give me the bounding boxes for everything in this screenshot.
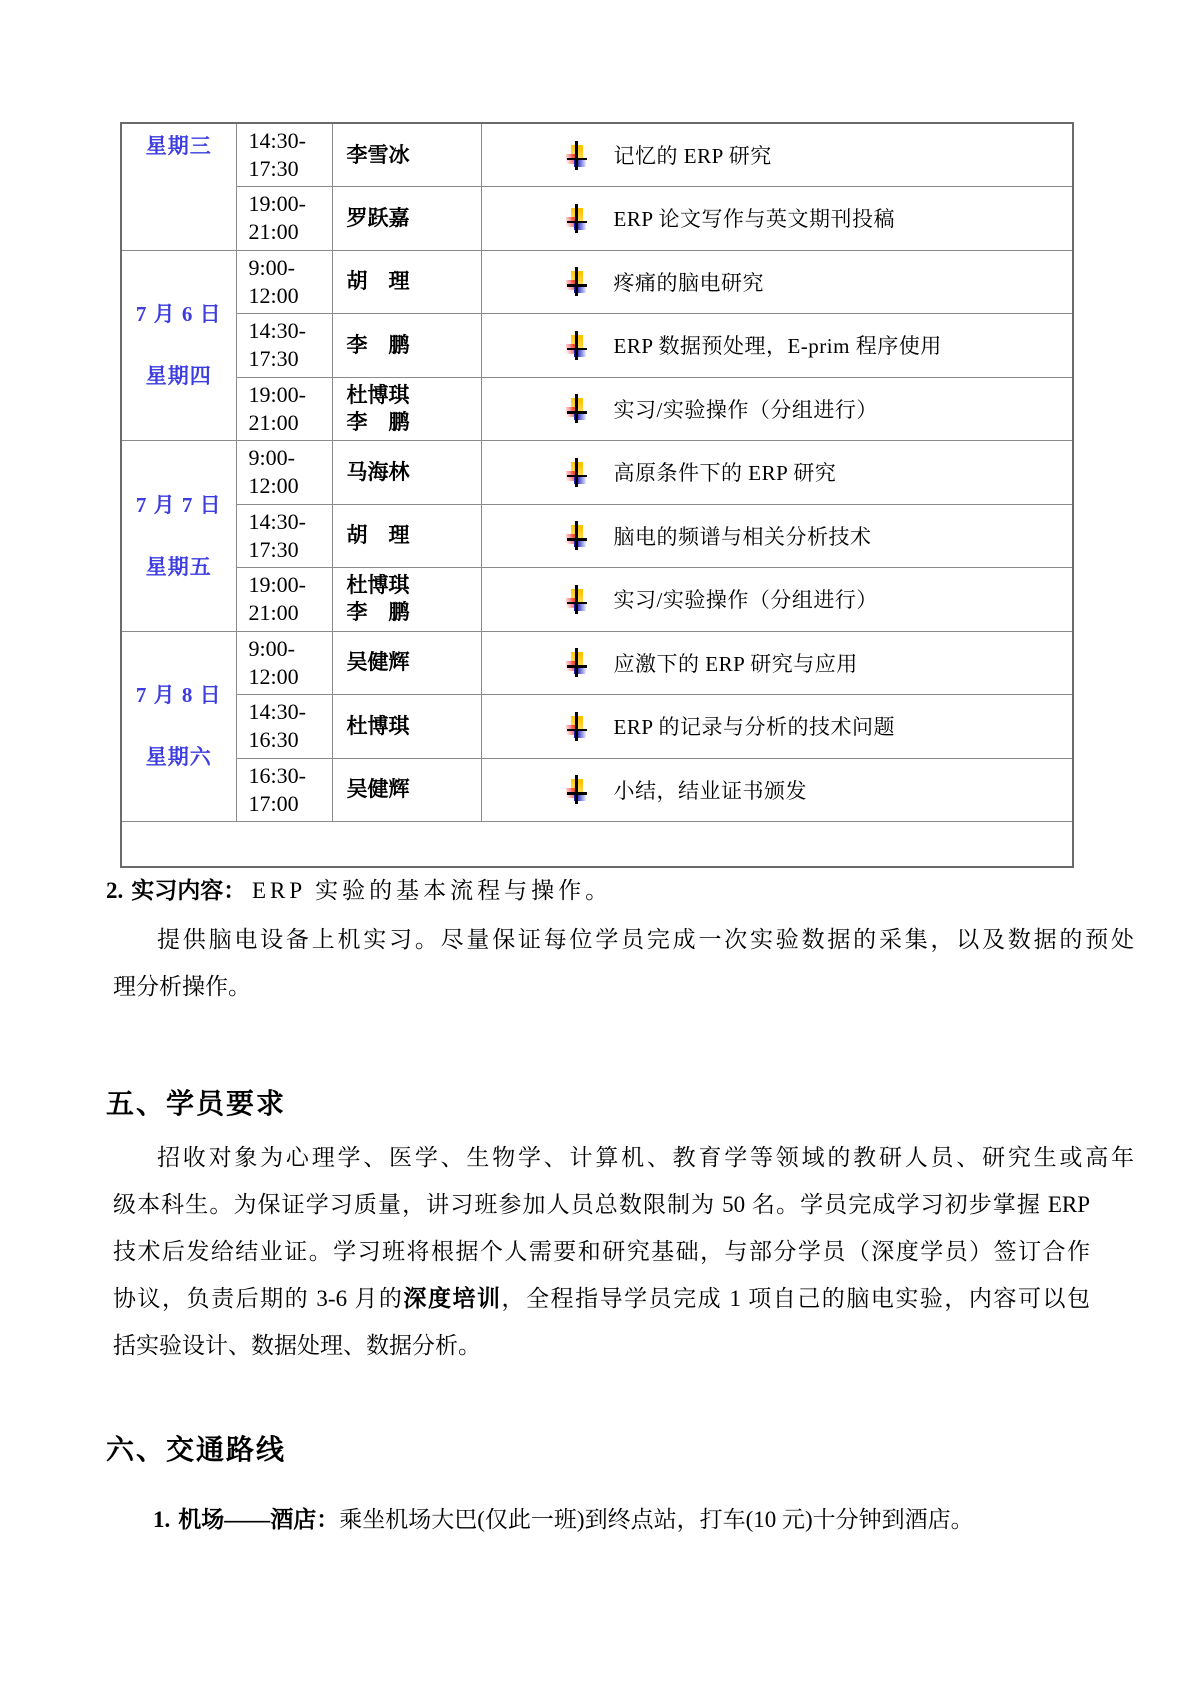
topic-cell bbox=[481, 123, 1073, 187]
speaker-name: 吴健辉 bbox=[346, 777, 410, 802]
speaker-cell bbox=[332, 187, 481, 251]
body-paragraph-line: 提供脑电设备上机实习。尽量保证每位学员完成一次实验数据的采集，以及数据的预处 bbox=[157, 927, 1134, 952]
time-line: 16:30 bbox=[248, 727, 299, 753]
cross-bullet-icon bbox=[567, 648, 587, 677]
body-paragraph-line: 级本科生。为保证学习质量，讲习班参加人员总数限制为 50 名。学员完成学习初步掌握 ERP bbox=[113, 1192, 1090, 1217]
speaker-name: 吴健辉 bbox=[346, 650, 410, 675]
day-line: 7 月 8 日 bbox=[135, 683, 222, 708]
speaker-name: 胡 理 bbox=[346, 269, 410, 294]
speaker-name: 胡 理 bbox=[346, 523, 410, 548]
cross-bullet-icon bbox=[567, 775, 587, 804]
time-line: 19:00- bbox=[248, 191, 306, 217]
table-row bbox=[121, 377, 1073, 441]
item-label: 实习内容： bbox=[131, 878, 247, 903]
speaker-name: 李 鹏 bbox=[346, 332, 410, 357]
cross-bullet-icon bbox=[567, 458, 587, 487]
topic-text: 实习/实验操作（分组进行） bbox=[613, 588, 878, 613]
topic-text: ERP 的记录与分析的技术问题 bbox=[613, 715, 895, 740]
cross-bullet-icon bbox=[567, 394, 587, 423]
body-paragraph-line: 括实验设计、数据处理、数据分析。 bbox=[113, 1333, 481, 1358]
speaker-name: 罗跃嘉 bbox=[346, 205, 410, 230]
body-paragraph-line: 技术后发给结业证。学习班将根据个人需要和研究基础，与部分学员（深度学员）签订合作 bbox=[113, 1239, 1090, 1264]
speaker-cell bbox=[332, 695, 481, 759]
practice-item-line bbox=[106, 876, 612, 906]
topic-text: 高原条件下的 ERP 研究 bbox=[613, 461, 837, 486]
topic-cell bbox=[481, 504, 1073, 568]
time-line: 9:00- bbox=[248, 445, 295, 471]
time-cell bbox=[236, 187, 332, 251]
speaker-cell bbox=[332, 758, 481, 822]
speaker-cell bbox=[332, 250, 481, 314]
paragraph-segment-bold: 深度培训 bbox=[403, 1286, 502, 1311]
item-number: 2. bbox=[106, 878, 124, 903]
time-line: 19:00- bbox=[248, 572, 306, 598]
day-cell bbox=[121, 123, 236, 250]
table-row bbox=[121, 250, 1073, 314]
table-row bbox=[121, 695, 1073, 759]
time-line: 9:00- bbox=[248, 635, 295, 661]
topic-cell bbox=[481, 187, 1073, 251]
time-line: 21:00 bbox=[248, 219, 299, 245]
time-cell bbox=[236, 250, 332, 314]
time-line: 21:00 bbox=[248, 409, 299, 435]
day-line: 7 月 7 日 bbox=[135, 492, 222, 517]
speaker-cell bbox=[332, 377, 481, 441]
transport-item-line bbox=[153, 1505, 974, 1535]
table-row bbox=[121, 568, 1073, 632]
topic-text: 脑电的频谱与相关分析技术 bbox=[613, 524, 872, 549]
speaker-name: 李雪冰 bbox=[346, 142, 410, 167]
body-paragraph-line bbox=[113, 1284, 1090, 1314]
time-line: 14:30- bbox=[248, 508, 306, 534]
time-line: 19:00- bbox=[248, 381, 306, 407]
time-line: 16:30- bbox=[248, 762, 306, 788]
time-cell bbox=[236, 314, 332, 378]
day-line: 星期五 bbox=[145, 554, 212, 579]
time-line: 12:00 bbox=[248, 473, 299, 499]
cross-bullet-icon bbox=[567, 331, 587, 360]
time-line: 17:00 bbox=[248, 790, 299, 816]
time-line: 14:30- bbox=[248, 318, 306, 344]
day-line: 星期六 bbox=[145, 745, 212, 770]
time-line: 14:30- bbox=[248, 128, 306, 153]
topic-cell bbox=[481, 314, 1073, 378]
schedule-table bbox=[120, 122, 1074, 868]
cross-bullet-icon bbox=[567, 585, 587, 614]
item-label: 机场——酒店： bbox=[178, 1507, 340, 1532]
time-line: 9:00- bbox=[248, 254, 295, 280]
paragraph-segment: ，全程指导学员完成 1 项自己的脑电实验，内容可以包 bbox=[501, 1286, 1091, 1311]
paragraph-segment: 协议，负责后期的 3-6 月的 bbox=[113, 1286, 404, 1311]
table-row bbox=[121, 631, 1073, 695]
table-row bbox=[121, 314, 1073, 378]
body-paragraph-line: 招收对象为心理学、医学、生物学、计算机、教育学等领域的教研人员、研究生或高年 bbox=[157, 1145, 1134, 1170]
time-cell bbox=[236, 758, 332, 822]
topic-text: 实习/实验操作（分组进行） bbox=[613, 397, 878, 422]
cross-bullet-icon bbox=[567, 712, 587, 741]
speaker-cell bbox=[332, 504, 481, 568]
topic-cell bbox=[481, 250, 1073, 314]
time-line: 14:30- bbox=[248, 699, 306, 725]
speaker-name: 李 鹏 bbox=[346, 409, 410, 434]
time-line: 17:30 bbox=[248, 156, 299, 181]
time-cell bbox=[236, 631, 332, 695]
topic-cell bbox=[481, 631, 1073, 695]
day-line: 7 月 6 日 bbox=[135, 302, 222, 327]
schedule-table-container bbox=[120, 122, 1074, 868]
topic-text: ERP 数据预处理，E-prim 程序使用 bbox=[613, 334, 942, 359]
time-cell bbox=[236, 377, 332, 441]
time-line: 12:00 bbox=[248, 282, 299, 308]
time-cell bbox=[236, 695, 332, 759]
topic-text: 疼痛的脑电研究 bbox=[613, 270, 764, 295]
speaker-cell bbox=[332, 568, 481, 632]
speaker-name: 马海林 bbox=[346, 459, 410, 484]
section-heading-members: 五、学员要求 bbox=[106, 1089, 287, 1120]
day-cell bbox=[121, 250, 236, 441]
section-heading-transport: 六、交通路线 bbox=[106, 1435, 287, 1466]
speaker-name: 李 鹏 bbox=[346, 600, 410, 625]
topic-text: ERP 论文写作与英文期刊投稿 bbox=[613, 207, 895, 232]
day-line: 星期三 bbox=[145, 134, 212, 158]
table-row bbox=[121, 123, 1073, 187]
speaker-cell bbox=[332, 123, 481, 187]
speaker-name: 杜博琪 bbox=[346, 573, 410, 598]
day-cell bbox=[121, 441, 236, 632]
cross-bullet-icon bbox=[567, 141, 587, 170]
day-cell bbox=[121, 631, 236, 822]
body-paragraph-line: 理分析操作。 bbox=[113, 974, 251, 999]
table-row bbox=[121, 504, 1073, 568]
speaker-cell bbox=[332, 441, 481, 505]
topic-cell bbox=[481, 695, 1073, 759]
time-cell bbox=[236, 441, 332, 505]
day-line: 星期四 bbox=[145, 364, 212, 389]
time-cell bbox=[236, 123, 332, 187]
speaker-cell bbox=[332, 314, 481, 378]
topic-cell bbox=[481, 441, 1073, 505]
table-row-empty bbox=[121, 822, 1073, 867]
time-cell bbox=[236, 504, 332, 568]
table-row bbox=[121, 187, 1073, 251]
table-row bbox=[121, 441, 1073, 505]
topic-cell bbox=[481, 758, 1073, 822]
time-line: 17:30 bbox=[248, 346, 299, 372]
speaker-name: 杜博琪 bbox=[346, 382, 410, 407]
topic-cell bbox=[481, 377, 1073, 441]
item-text: 乘坐机场大巴(仅此一班)到终点站，打车(10 元)十分钟到酒店。 bbox=[339, 1507, 974, 1532]
speaker-cell bbox=[332, 631, 481, 695]
item-number: 1. bbox=[153, 1507, 171, 1532]
topic-cell bbox=[481, 568, 1073, 632]
topic-text: 应激下的 ERP 研究与应用 bbox=[613, 651, 858, 676]
cross-bullet-icon bbox=[567, 204, 587, 233]
time-cell bbox=[236, 568, 332, 632]
cross-bullet-icon bbox=[567, 267, 587, 296]
time-line: 17:30 bbox=[248, 536, 299, 562]
topic-text: 记忆的 ERP 研究 bbox=[613, 144, 772, 168]
item-text: ERP 实验的基本流程与操作。 bbox=[252, 878, 613, 903]
time-line: 12:00 bbox=[248, 663, 299, 689]
speaker-name: 杜博琪 bbox=[346, 713, 410, 738]
topic-text: 小结，结业证书颁发 bbox=[613, 778, 807, 803]
table-row bbox=[121, 758, 1073, 822]
cross-bullet-icon bbox=[567, 521, 587, 550]
empty-cell bbox=[121, 822, 1073, 867]
time-line: 21:00 bbox=[248, 600, 299, 626]
